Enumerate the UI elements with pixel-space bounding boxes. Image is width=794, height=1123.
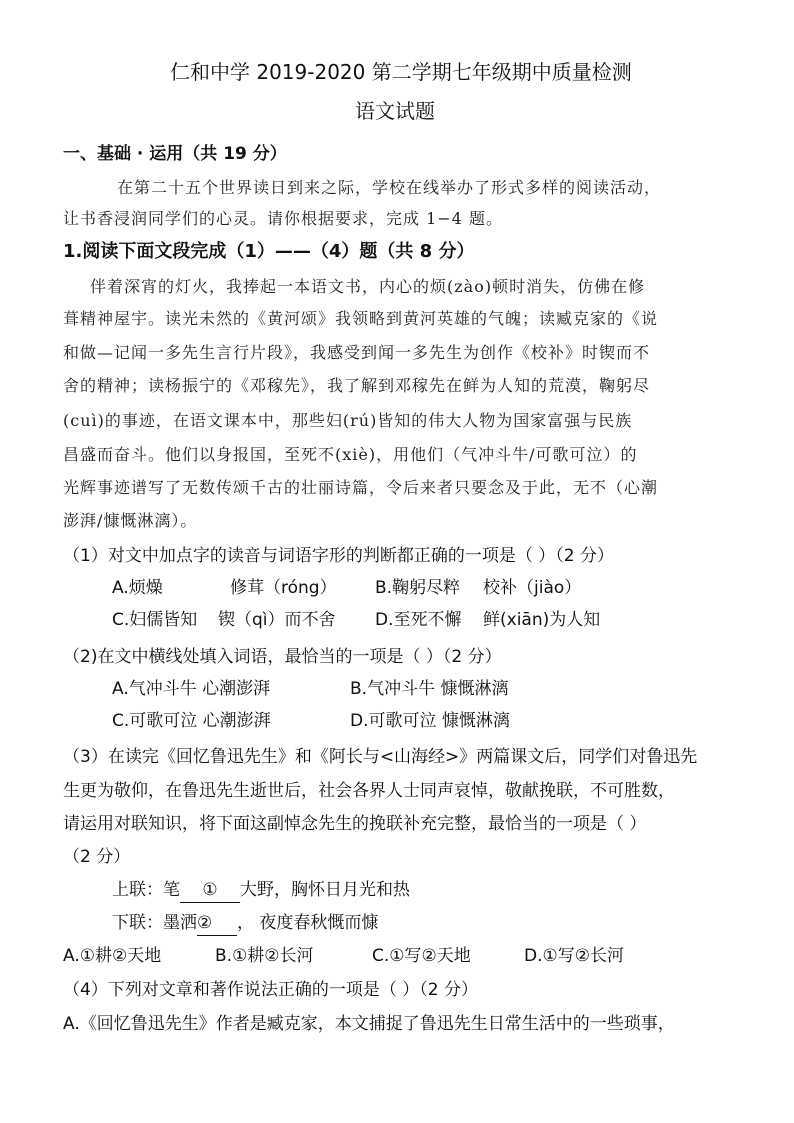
exam-subtitle: 语文试题 [355, 99, 435, 123]
sub-question-3-line-4: （2 分） [63, 847, 131, 867]
sub-question-3-line-1: （3）在读完《回忆鲁迅先生》和《阿长与<山海经>》两篇课文后，同学们对鲁迅先 [63, 747, 698, 767]
option-1d-word: 鲜(xiān)为人知 [483, 610, 601, 630]
couplet-lower-suffix: ， 夜度春秋慨而慷 [237, 913, 379, 933]
couplet-upper-prefix: 上联：笔 [112, 880, 180, 900]
sub-question-1: （1）对文中加点字的读音与词语字形的判断都正确的一项是（ ）（2 分） [63, 546, 614, 566]
sub-question-3-line-3: 请运用对联知识，将下面这副悼念先生的挽联补充完整，最恰当的一项是（ ） [63, 814, 647, 834]
passage-line-4: 舍的精神；读杨振宁的《邓稼先》，我了解到邓稼先在鲜为人知的荒漠，鞠躬尽 [63, 376, 651, 395]
option-4a: A.《回忆鲁迅先生》作者是臧克家，本文捕捉了鲁迅先生日常生活中的一些琐事， [63, 1014, 675, 1034]
option-1d-label: D.至死不懈 [375, 610, 462, 630]
passage-line-3: 和做—记闻一多先生言行片段》，我感受到闻一多先生为创作《校补》时锲而不 [63, 343, 651, 362]
question-1-heading: 1.阅读下面文段完成（1）——（4）题（共 8 分） [63, 241, 475, 262]
option-1c-label: C.妇儒皆知 [112, 610, 198, 630]
option-2d: D.可歌可泣 慷慨淋漓 [350, 711, 510, 731]
passage-line-1: 伴着深宵的灯火，我捧起一本语文书，内心的烦(zào)顿时消失，仿佛在修 [90, 277, 646, 296]
intro-line-1: 在第二十五个世界读日到来之际，学校在线举办了形式多样的阅读活动， [117, 178, 662, 197]
passage-line-6: 昌盛而奋斗。他们以身报国，至死不(xiè)，用他们（气冲斗牛/可歌可泣）的 [63, 445, 638, 464]
passage-line-7: 光辉事迹谱写了无数传颂千古的壮丽诗篇，令后来者只要念及于此，无不（心潮 [63, 478, 659, 497]
couplet-lower [112, 911, 378, 936]
option-3b: B.①耕②长河 [215, 946, 314, 966]
passage-line-5: (cuì)的事迹，在语文课本中，那些妇(rú)皆知的伟大人物为国家富强与民族 [63, 411, 633, 430]
couplet-upper-blank: ① [180, 878, 240, 903]
couplet-lower-prefix: 下联：墨洒 [112, 913, 197, 933]
option-3c: C.①写②天地 [372, 946, 471, 966]
exam-title: 仁和中学 2019-2020 第二学期七年级期中质量检测 [170, 60, 632, 84]
sub-question-3-line-2: 生更为敬仰，在鲁迅先生逝世后，社会各界人士同声哀悼，敬献挽联，不可胜数， [63, 781, 675, 801]
sub-question-4: （4）下列对文章和著作说法正确的一项是（ ）（2 分） [63, 980, 478, 1000]
option-2b: B.气冲斗牛 慷慨淋漓 [350, 679, 509, 699]
option-1b-label: B.鞠躬尽粹 [375, 578, 461, 598]
option-2c: C.可歌可泣 心潮澎湃 [112, 711, 271, 731]
option-1a-label: A.烦燥 [112, 578, 163, 598]
intro-line-2: 让书香浸润同学们的心灵。请你根据要求，完成 1−4 题。 [63, 209, 503, 228]
sub-question-2: （2)在文中横线处填入词语，最恰当的一项是（ ）（2 分） [63, 647, 502, 667]
passage-line-2: 葺精神屋宇。读光未然的《黄河颂》我领略到黄河英雄的气魄；读臧克家的《说 [63, 309, 659, 328]
option-1b-word: 校补（jiào） [483, 578, 582, 598]
couplet-upper-suffix: 大野，胸怀日月光和热 [240, 880, 410, 900]
option-2a: A.气冲斗牛 心潮澎湃 [112, 679, 271, 699]
section-heading: 一、基础 · 运用（共 19 分） [63, 144, 287, 164]
couplet-upper [112, 878, 410, 903]
passage-line-8: 澎湃/慷慨淋漓）。 [63, 511, 198, 530]
option-3a: A.①耕②天地 [63, 946, 162, 966]
couplet-lower-blank: ② [197, 911, 237, 936]
option-1a-word: 修茸（róng） [230, 578, 337, 598]
option-1c-word: 锲（qì）而不舍 [218, 610, 336, 630]
option-3d: D.①写②长河 [524, 946, 624, 966]
